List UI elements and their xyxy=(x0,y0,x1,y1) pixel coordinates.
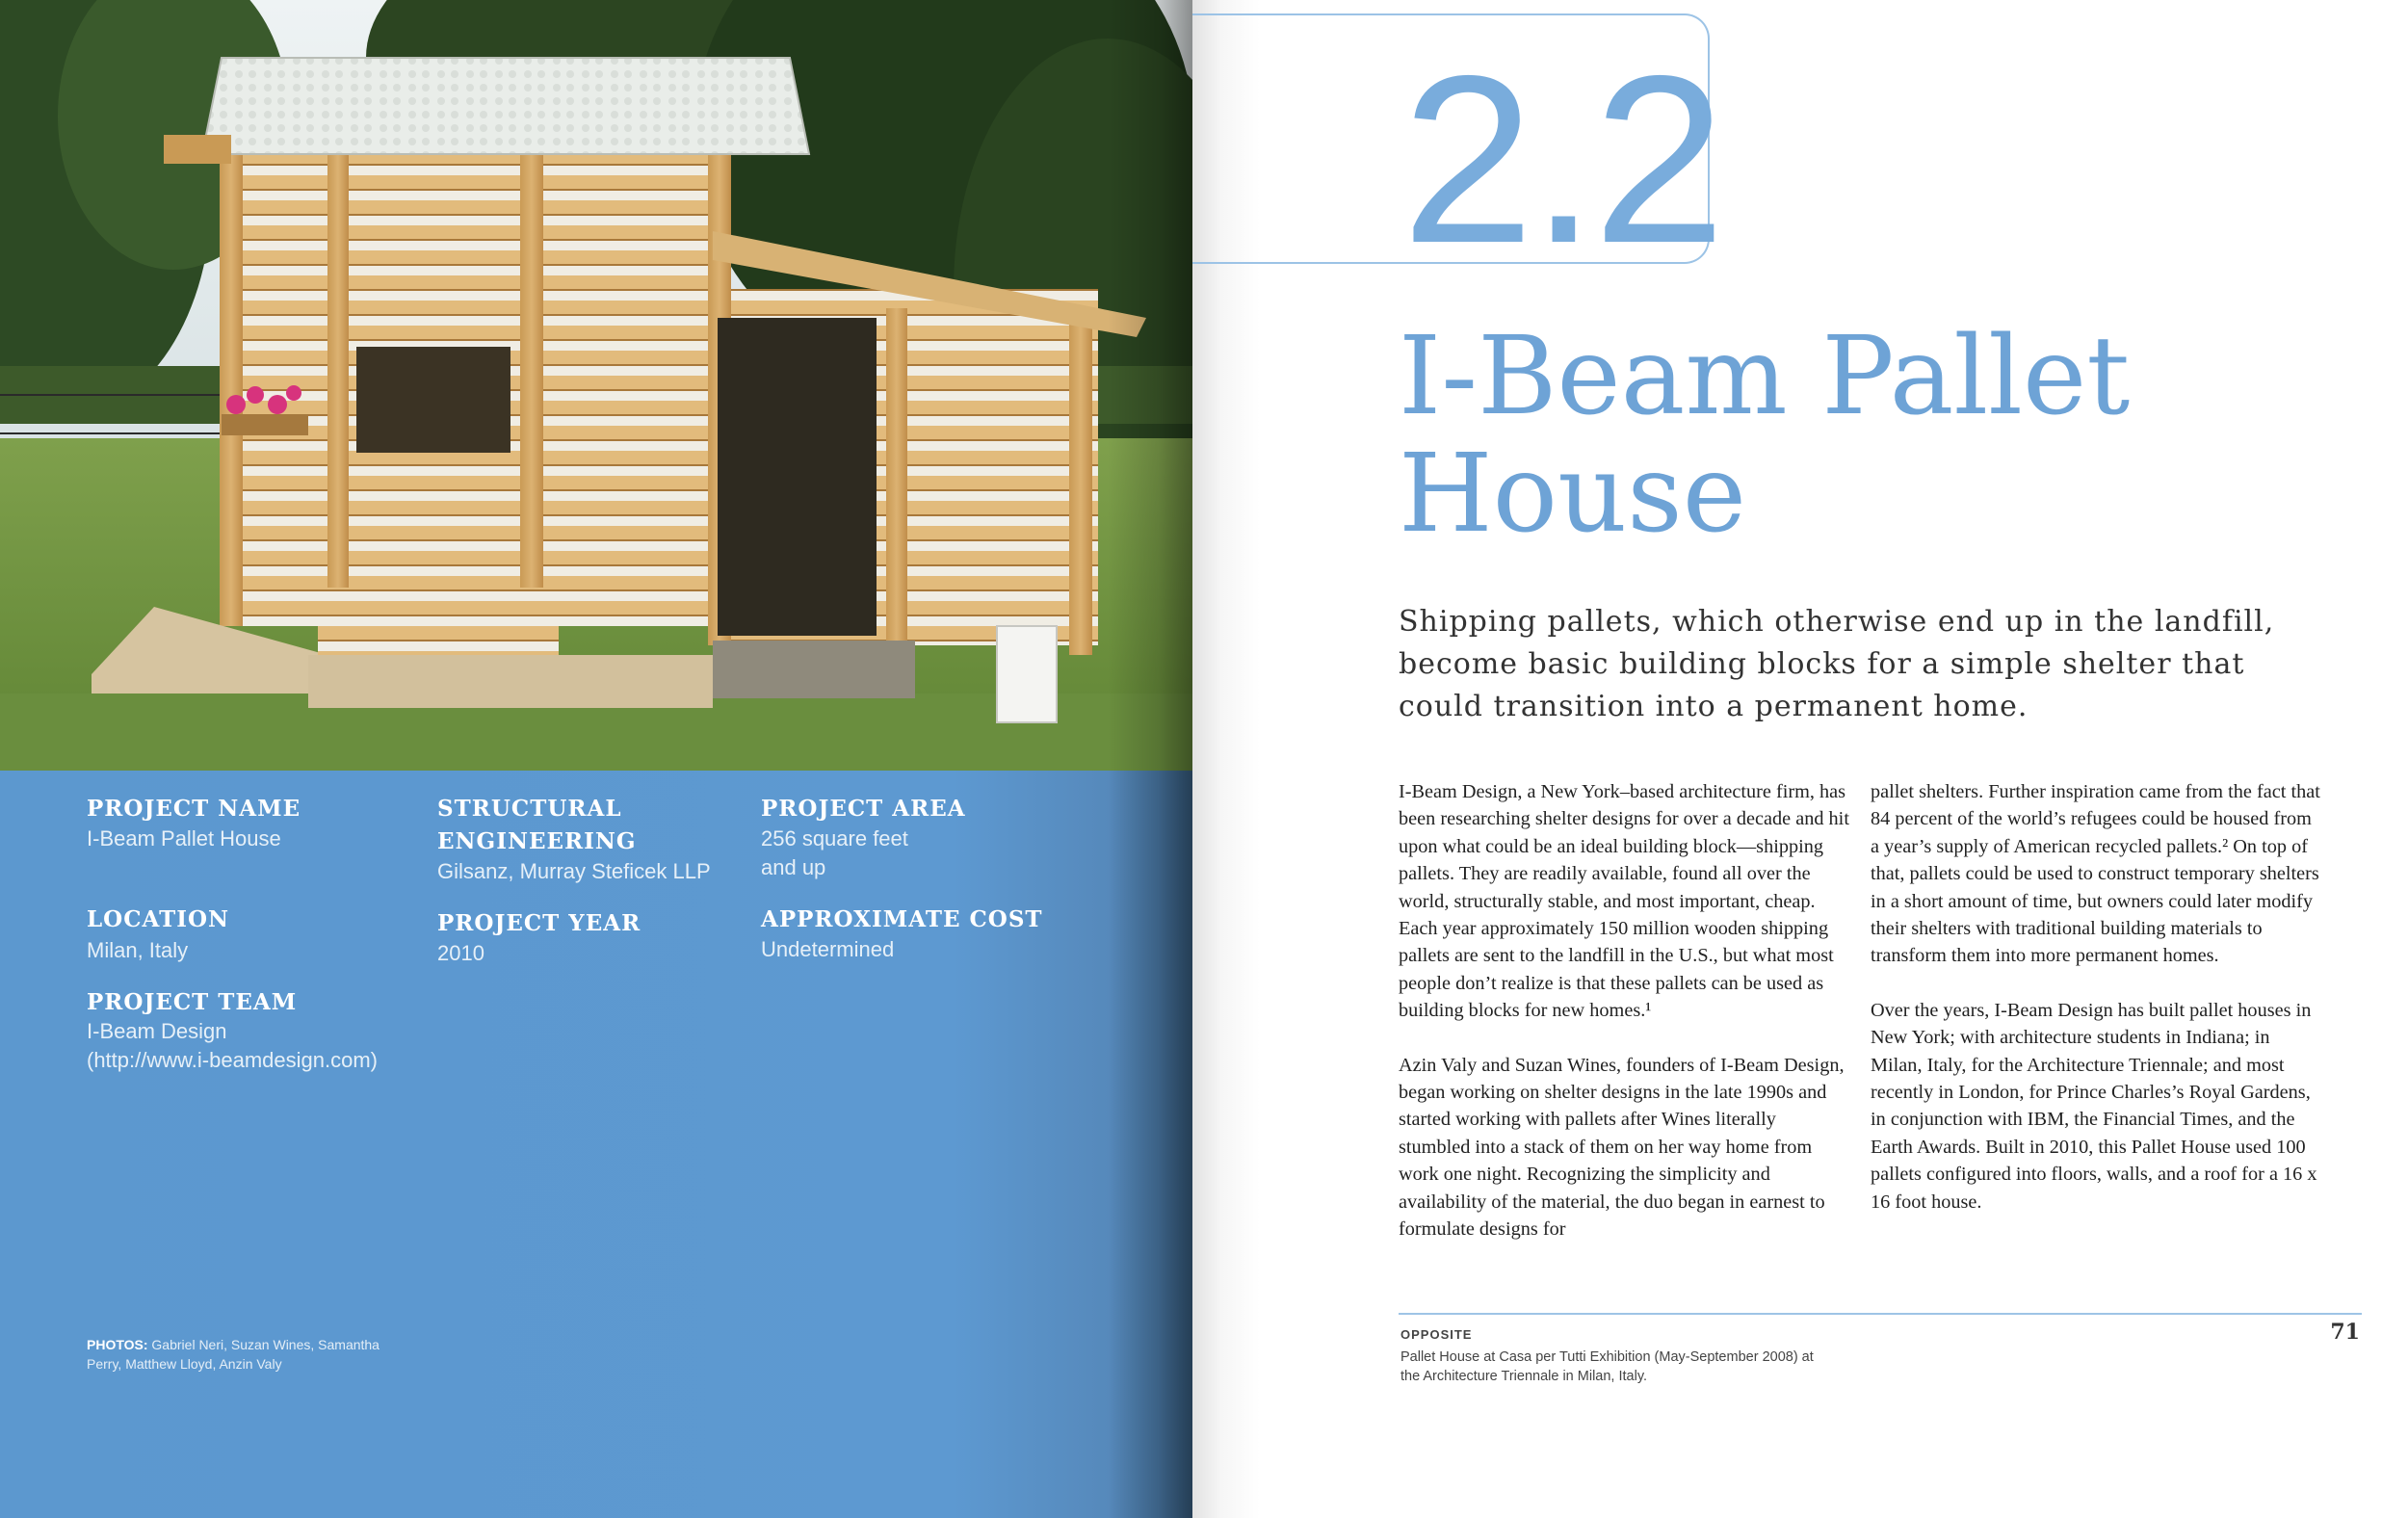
page-title: I-Beam Pallet House xyxy=(1399,314,2131,557)
project-year-label: PROJECT YEAR xyxy=(437,910,641,936)
caption-label: OPPOSITE xyxy=(1400,1327,1473,1342)
page-number: 71 xyxy=(2330,1320,2360,1345)
body-column-right xyxy=(1871,778,2323,1243)
right-page xyxy=(1192,0,2408,1518)
project-team-value: I-Beam Design (http://www.i-beamdesign.com) xyxy=(87,1019,378,1072)
project-year-value: 2010 xyxy=(437,941,484,965)
approximate-cost-value: Undetermined xyxy=(761,937,895,961)
project-name-label: PROJECT NAME xyxy=(87,796,301,822)
footer-rule xyxy=(1399,1313,2362,1315)
page-subtitle: Shipping pallets, which otherwise end up in the landfill, become basic building blocks for a simple shelter that could transition into a permanent home. xyxy=(1399,605,2275,723)
photo-credit xyxy=(87,1335,405,1374)
photo-credit-names: Gabriel Neri, Suzan Wines, Samantha Perry, Matthew Lloyd, Anzin Valy xyxy=(87,1337,380,1372)
left-page xyxy=(0,0,1192,1518)
approximate-cost-label: APPROXIMATE COST xyxy=(761,906,1043,932)
location-label: LOCATION xyxy=(87,906,230,932)
photo-credit-label: PHOTOS: xyxy=(87,1337,148,1352)
project-info-panel xyxy=(0,771,1192,1518)
body-paragraph: Azin Valy and Suzan Wines, founders of I-Beam Design, began working on shelter designs in the late 1990s and started working with pallets after Wines literally stumbled into a stack of them on her way home from work one night. Recognizing the simplicity and availability of the material, the duo began in earnest to formulate designs for xyxy=(1399,1054,1845,1241)
project-area-value: 256 square feet and up xyxy=(761,826,908,879)
project-area-label: PROJECT AREA xyxy=(761,796,966,822)
chapter-number: 2.2 xyxy=(1401,25,1722,293)
body-paragraph: Over the years, I-Beam Design has built pallet houses in New York; with architecture students in Indiana; in Milan, Italy, for the Architecture Triennale; and most recently in London, for Prince Charles’s Royal Gardens, in conjunction with IBM, the Financial Times, and the Earth Awards. Built in 2010, this Pallet House used 100 pallets configured into floors, walls, and a roof for a 16 x 16 foot house. xyxy=(1871,999,2317,1213)
body-paragraph: pallet shelters. Further inspiration came from the fact that 84 percent of the world’s refugees could be housed from a year’s supply of American recycled pallets.² On top of that, pallets could be used to construct temporary shelters in a short amount of time, but owners could later modify their shelters with traditional building materials to transform them into more permanent homes. xyxy=(1871,781,2320,967)
project-team-label: PROJECT TEAM xyxy=(87,989,298,1015)
structural-engineering-label: STRUCTURAL ENGINEERING xyxy=(437,796,637,854)
photo-caption: Pallet House at Casa per Tutti Exhibition (May-September 2008) at the Architecture Triennale in Milan, Italy. xyxy=(1400,1349,1814,1384)
location-value: Milan, Italy xyxy=(87,938,189,962)
structural-engineering-value: Gilsanz, Murray Steficek LLP xyxy=(437,859,711,883)
project-name-value: I-Beam Pallet House xyxy=(87,826,281,851)
pallet-house-photo xyxy=(0,0,1192,771)
body-column-left xyxy=(1399,778,1851,1270)
body-paragraph: I-Beam Design, a New York–based architecture firm, has been researching shelter designs for over a decade and hit upon what could be an ideal building block—shipping pallets. They are readily available, found all over the world, structurally stable, and most important, cheap. Each year approximately 150 million wooden shipping pallets are sent to the landfill in the U.S., but what most people don’t realize is that these pallets can be used as building blocks for new homes.¹ xyxy=(1399,781,1849,1022)
